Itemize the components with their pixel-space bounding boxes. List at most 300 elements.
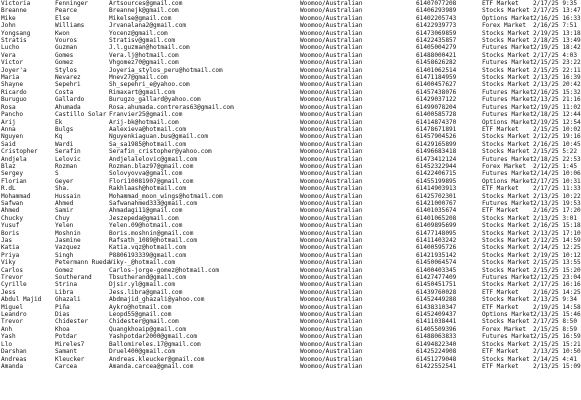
- location-cell: Woomoo/Australian: [300, 29, 363, 37]
- table-row: [0, 288, 581, 296]
- market-cell: ETF Market: [482, 0, 519, 7]
- last-name-cell: Ahmed: [55, 199, 74, 207]
- location-cell: Woomoo/Australian: [300, 237, 363, 244]
- location-cell: Woomoo/Australian: [300, 199, 363, 207]
- table-row: [0, 355, 578, 363]
- first-name-cell: Sergey: [1, 170, 24, 178]
- table-row: [0, 199, 581, 207]
- timestamp-cell: 2/19/25 12:54: [533, 118, 581, 126]
- email-cell: Rakhlaash@hotmail.com: [109, 185, 187, 193]
- phone-cell: 61401062514: [416, 66, 457, 74]
- table-row: [0, 118, 581, 126]
- last-name-cell: Fenninger: [55, 0, 89, 7]
- market-cell: Futures Market: [482, 111, 534, 119]
- last-name-cell: Else: [55, 14, 70, 22]
- timestamp-cell: 2/14/25 4:41: [533, 355, 578, 363]
- email-cell: Viky-_@hotmail.com: [109, 259, 176, 267]
- table-row: [0, 318, 578, 326]
- market-cell: Futures Market: [482, 96, 534, 104]
- first-name-cell: Pancho: [1, 111, 24, 119]
- email-cell: Mnev27@gmail.com: [109, 74, 168, 82]
- timestamp-cell: 2/13/25 19:53: [533, 199, 581, 207]
- location-cell: Woomoo/Australian: [300, 348, 363, 356]
- location-cell: Woomoo/Australian: [300, 185, 363, 193]
- timestamp-cell: 2/15/25 16:59: [533, 333, 581, 341]
- location-cell: Woomoo/Australian: [300, 162, 363, 170]
- timestamp-cell: 2/12/25 19:16: [533, 133, 581, 141]
- market-cell: Options Market: [482, 177, 534, 185]
- market-cell: Forex Market: [482, 325, 527, 333]
- timestamp-cell: 2/16/25 15:18: [533, 222, 581, 230]
- timestamp-cell: 2/13/25 16:39: [533, 74, 581, 82]
- last-name-cell: Geyer: [55, 177, 74, 185]
- table-row: [0, 281, 581, 289]
- market-cell: Stocks Market: [482, 222, 530, 230]
- timestamp-cell: 2/16/25 17:20: [533, 207, 581, 215]
- timestamp-cell: 2/19/25 13:18: [533, 29, 581, 37]
- email-cell: Flori10081907@gmail.com: [109, 177, 194, 185]
- first-name-cell: Andreas: [1, 355, 27, 363]
- email-cell: Burugzo_gallard@yahoo.com: [109, 96, 201, 104]
- location-cell: Woomoo/Australian: [300, 362, 363, 370]
- table-row: [0, 7, 581, 15]
- email-cell: Arij-bk@hotmail.com: [109, 118, 179, 126]
- table-row: [0, 88, 581, 96]
- first-name-cell: Jess: [1, 288, 16, 296]
- market-cell: Forex Market: [482, 162, 527, 170]
- email-cell: Druel400@gmail.com: [109, 348, 176, 356]
- market-cell: ETF Market: [482, 125, 519, 133]
- email-cell: Safwanahmed333@gmail.com: [109, 199, 198, 207]
- location-cell: Woomoo/Australian: [300, 111, 363, 119]
- market-cell: Stocks Market: [482, 133, 530, 141]
- last-name-cell: Castillo Solar: [55, 111, 107, 119]
- timestamp-cell: 2/18/25 12:44: [533, 111, 581, 119]
- location-cell: Woomoo/Australian: [300, 222, 363, 230]
- table-row: [0, 51, 578, 59]
- market-cell: Options Market: [482, 118, 534, 126]
- first-name-cell: Vera: [1, 51, 16, 59]
- timestamp-cell: 2/14/25 10:06: [533, 170, 581, 178]
- timestamp-cell: 2/13/25 21:16: [533, 96, 581, 104]
- last-name-cell: Kleucker: [55, 355, 85, 363]
- table-row: [0, 229, 581, 237]
- last-name-cell: Serafin: [55, 148, 81, 156]
- location-cell: Woomoo/Australian: [300, 288, 363, 296]
- last-name-cell: Yelen: [55, 222, 74, 230]
- first-name-cell: Leandro: [1, 311, 27, 319]
- last-name-cell: Gallardo: [55, 96, 85, 104]
- market-cell: ETF Market: [482, 362, 519, 370]
- first-name-cell: Anh: [1, 325, 13, 333]
- table-row: [0, 259, 581, 267]
- phone-cell: 61429037122: [416, 96, 457, 104]
- email-cell: Djsir.yl@gmail.com: [109, 281, 176, 289]
- last-name-cell: Rozman: [55, 162, 78, 170]
- location-cell: Woomoo/Australian: [300, 66, 363, 74]
- last-name-cell: Chuy: [55, 214, 70, 222]
- table-row: [0, 14, 581, 22]
- last-name-cell: Potdar: [55, 333, 78, 341]
- market-cell: ETF Market: [482, 348, 519, 356]
- timestamp-cell: 2/15/25 15:21: [533, 340, 581, 348]
- location-cell: Woomoo/Australian: [300, 140, 363, 148]
- first-name-cell: Llo: [1, 340, 13, 348]
- last-name-cell: Lelovic: [55, 155, 81, 163]
- first-name-cell: Andjela: [1, 155, 27, 163]
- first-name-cell: Maria: [1, 74, 20, 82]
- market-cell: Stocks Market: [482, 296, 530, 304]
- timestamp-cell: 2/12/25 1:45: [533, 162, 578, 170]
- first-name-cell: Trevor: [1, 274, 24, 282]
- phone-cell: 61452449288: [416, 296, 457, 304]
- phone-cell: 61405004279: [416, 44, 457, 52]
- timestamp-cell: 2/14/25 12:25: [533, 244, 581, 252]
- first-name-cell: Breanne: [1, 7, 27, 15]
- last-name-cell: Hussain: [55, 192, 81, 200]
- first-name-cell: Arij: [1, 118, 16, 126]
- phone-cell: 61496683418: [416, 148, 457, 156]
- table-row: [0, 303, 581, 311]
- first-name-cell: Trevor: [1, 318, 24, 326]
- market-cell: ETF Market: [482, 207, 519, 215]
- email-cell: Yocenz@gmail.com: [109, 29, 168, 37]
- location-cell: Woomoo/Australian: [300, 333, 363, 341]
- phone-cell: 61427477409: [416, 274, 457, 282]
- email-cell: Yashpotdar2000@gmail.com: [109, 333, 198, 341]
- phone-cell: 61425702301: [416, 192, 457, 200]
- table-row: [0, 237, 581, 244]
- first-name-cell: Blaz: [1, 162, 16, 170]
- phone-cell: 61457438076: [416, 88, 457, 96]
- location-cell: Woomoo/Australian: [300, 22, 363, 30]
- table-row: [0, 66, 581, 74]
- phone-cell: 61402205743: [416, 14, 457, 22]
- phone-cell: 61438310347: [416, 303, 457, 311]
- location-cell: Woomoo/Australian: [300, 59, 363, 67]
- first-name-cell: Mike: [1, 14, 16, 22]
- last-name-cell: Chidester: [55, 318, 89, 326]
- first-name-cell: Chucky: [1, 214, 24, 222]
- market-cell: Stocks Market: [482, 266, 530, 274]
- location-cell: Woomoo/Australian: [300, 118, 363, 126]
- table-row: [0, 125, 581, 133]
- phone-cell: 61407077208: [416, 0, 457, 7]
- first-name-cell: Boris: [1, 229, 20, 237]
- table-row: [0, 362, 581, 370]
- phone-cell: 61405509396: [416, 325, 457, 333]
- market-cell: Stocks Market: [482, 29, 530, 37]
- first-name-cell: Miguel: [1, 303, 24, 311]
- table-row: [0, 148, 578, 156]
- phone-cell: 61494822340: [416, 340, 457, 348]
- table-row: [0, 29, 581, 37]
- market-cell: Futures Market: [482, 333, 534, 341]
- phone-cell: 61414874370: [416, 118, 457, 126]
- phone-cell: 61401035674: [416, 207, 457, 215]
- last-name-cell: Libra: [55, 288, 74, 296]
- last-name-cell: Samir: [55, 207, 74, 215]
- phone-cell: 61450451751: [416, 281, 457, 289]
- timestamp-cell: 2/19/25 18:42: [533, 44, 581, 52]
- phone-cell: 61421935142: [416, 251, 457, 259]
- phone-cell: 61400403345: [416, 266, 457, 274]
- table-row: [0, 185, 581, 193]
- timestamp-cell: 2/17/25 8:50: [533, 318, 578, 326]
- first-name-cell: Lucho: [1, 44, 20, 52]
- table-row: [0, 22, 578, 30]
- email-cell: P8806193339@gmail.com: [109, 251, 187, 259]
- location-cell: Woomoo/Australian: [300, 148, 363, 156]
- last-name-cell: Moshnin: [55, 229, 81, 237]
- location-cell: Woomoo/Australian: [300, 177, 363, 185]
- email-cell: Aykro@hotmail.com: [109, 303, 172, 311]
- first-name-cell: Darshan: [1, 348, 27, 356]
- timestamp-cell: 2/15/25 22:11: [533, 66, 581, 74]
- email-cell: Vera.lj@hotmail.com: [109, 51, 179, 59]
- phone-cell: 61455199895: [416, 177, 457, 185]
- phone-cell: 61488000421: [416, 51, 457, 59]
- email-cell: Vhgomez70@gmail.com: [109, 59, 179, 67]
- location-cell: Woomoo/Australian: [300, 281, 363, 289]
- table-row: [0, 155, 581, 163]
- email-cell: Chidester@gmail.com: [109, 318, 179, 326]
- location-cell: Woomoo/Australian: [300, 170, 363, 178]
- email-cell: Boris.moshnin@gmail.com: [109, 229, 194, 237]
- email-cell: Tbsutherand@gmail.com: [109, 274, 187, 282]
- email-cell: Yelen.09@hotmail.com: [109, 222, 183, 230]
- market-cell: Stocks Market: [482, 74, 530, 82]
- timestamp-cell: 2/16/25 14:25: [533, 288, 581, 296]
- phone-cell: 61400457627: [416, 81, 457, 89]
- first-name-cell: Amanda: [1, 362, 24, 370]
- market-cell: Stocks Market: [482, 66, 530, 74]
- phone-cell: 61499078204: [416, 103, 457, 111]
- first-name-cell: Viky: [1, 259, 16, 267]
- phone-cell: 61425224908: [416, 348, 457, 356]
- last-name-cell: Williams: [55, 22, 85, 30]
- location-cell: Woomoo/Australian: [300, 274, 363, 282]
- first-name-cell: Victoria: [1, 0, 31, 7]
- market-cell: Stocks Market: [482, 355, 530, 363]
- location-cell: Woomoo/Australian: [300, 311, 363, 319]
- timestamp-cell: 2/16/25 15:32: [533, 88, 581, 96]
- email-cell: Jess.libra@gmail.com: [109, 288, 183, 296]
- location-cell: Woomoo/Australian: [300, 133, 363, 141]
- first-name-cell: Buruguo: [1, 96, 27, 104]
- location-cell: Woomoo/Australian: [300, 259, 363, 267]
- timestamp-cell: 2/19/25 11:02: [533, 103, 581, 111]
- email-cell: Artsources@gmail.com: [109, 0, 183, 7]
- timestamp-cell: 2/13/25 17:10: [533, 229, 581, 237]
- email-cell: Rafsath_1089@hotmail.com: [109, 237, 198, 244]
- phone-cell: 61409895699: [416, 222, 457, 230]
- timestamp-cell: 2/15/25 10:02: [533, 125, 581, 133]
- timestamp-cell: 2/13/25 15:09: [533, 362, 581, 370]
- market-cell: ETF Market: [482, 288, 519, 296]
- phone-cell: 61452322944: [416, 162, 457, 170]
- timestamp-cell: 2/16/25 10:45: [533, 140, 581, 148]
- email-cell: Mikelse@gmail.com: [109, 14, 172, 22]
- market-cell: Stocks Market: [482, 81, 530, 89]
- email-cell: Rosa.ahumada.contreras63@gmail.com: [109, 103, 234, 111]
- market-cell: Options Market: [482, 14, 534, 22]
- table-row: [0, 311, 581, 319]
- table-row: [0, 96, 581, 104]
- last-name-cell: Singh: [55, 251, 74, 259]
- table-row: [0, 207, 581, 215]
- email-cell: Jeszepeda@gmail.com: [109, 214, 179, 222]
- phone-cell: 61450064574: [416, 259, 457, 267]
- location-cell: Woomoo/Australian: [300, 103, 363, 111]
- market-cell: Futures Market: [482, 155, 534, 163]
- last-name-cell: Piña: [55, 303, 70, 311]
- timestamp-cell: 2/13/25 10:50: [533, 348, 581, 356]
- market-cell: Stocks Market: [482, 37, 530, 45]
- phone-cell: 61400585728: [416, 111, 457, 119]
- last-name-cell: Mireles7: [55, 340, 85, 348]
- email-cell: Rimaxart@gmail.com: [109, 88, 176, 96]
- market-cell: Stocks Market: [482, 281, 530, 289]
- market-cell: Stocks Market: [482, 192, 530, 200]
- last-name-cell: Ahumada: [55, 103, 81, 111]
- timestamp-cell: 2/17/25 10:31: [533, 177, 581, 185]
- location-cell: Woomoo/Australian: [300, 96, 363, 104]
- phone-cell: 61414903913: [416, 185, 457, 193]
- last-name-cell: Kwon: [55, 29, 70, 37]
- email-cell: Mohammad_moon_wings@hotmail.com: [109, 192, 223, 200]
- first-name-cell: Shayne: [1, 81, 24, 89]
- timestamp-cell: 2/17/25 11:33: [533, 185, 581, 193]
- phone-cell: 61473069859: [416, 29, 457, 37]
- first-name-cell: Rosa: [1, 103, 16, 111]
- market-cell: Futures Market: [482, 199, 534, 207]
- timestamp-cell: 2/15/25 13:55: [533, 259, 581, 267]
- last-name-cell: Bulgs: [55, 125, 74, 133]
- timestamp-cell: 2/16/25 16:33: [533, 14, 581, 22]
- table-row: [0, 333, 581, 341]
- market-cell: Stocks Market: [482, 259, 530, 267]
- table-row: [0, 103, 581, 111]
- phone-cell: 61422406715: [416, 170, 457, 178]
- last-name-cell: Samant: [55, 348, 78, 356]
- phone-cell: 61400595726: [416, 244, 457, 252]
- location-cell: Woomoo/Australian: [300, 340, 363, 348]
- table-row: [0, 170, 581, 178]
- timestamp-cell: 2/17/25 9:35: [533, 0, 578, 7]
- table-row: [0, 133, 581, 141]
- last-name-cell: Sha.: [55, 185, 70, 193]
- location-cell: Woomoo/Australian: [300, 155, 363, 163]
- table-row: [0, 222, 581, 230]
- market-cell: Forex Market: [482, 22, 527, 30]
- phone-cell: 61457904526: [416, 133, 457, 141]
- phone-cell: 61401065208: [416, 214, 457, 222]
- timestamp-cell: 2/13/25 9:34: [533, 296, 578, 304]
- last-name-cell: Pearce: [55, 7, 78, 15]
- table-row: [0, 274, 581, 282]
- last-name-cell: Vouros: [55, 37, 78, 45]
- email-cell: Andreas.kleucker@gmail.com: [109, 355, 205, 363]
- location-cell: Woomoo/Australian: [300, 318, 363, 326]
- first-name-cell: Safwan: [1, 199, 24, 207]
- table-row: [0, 74, 581, 82]
- first-name-cell: Yongsang: [1, 29, 31, 37]
- email-cell: Katia.vqz@hotmail.com: [109, 244, 187, 252]
- phone-cell: 61488063833: [416, 333, 457, 341]
- location-cell: Woomoo/Australian: [300, 229, 363, 237]
- last-name-cell: Dias: [55, 311, 70, 319]
- phone-cell: 61471184959: [416, 74, 457, 82]
- location-cell: Woomoo/Australian: [300, 303, 363, 311]
- market-cell: Stocks Market: [482, 148, 530, 156]
- phone-cell: 61478671891: [416, 125, 457, 133]
- email-cell: Jrvanalana2@gmail.com: [109, 22, 187, 30]
- location-cell: Woomoo/Australian: [300, 251, 363, 259]
- timestamp-cell: 2/13/25 10:22: [533, 192, 581, 200]
- table-row: [0, 348, 581, 356]
- table-row: [0, 296, 578, 304]
- last-name-cell: Strina: [55, 281, 78, 289]
- location-cell: Woomoo/Australian: [300, 14, 363, 22]
- table-row: [0, 214, 578, 222]
- market-cell: Stocks Market: [482, 140, 530, 148]
- timestamp-cell: 2/15/25 8:59: [533, 325, 578, 333]
- table-row: [0, 44, 581, 52]
- timestamp-cell: 2/12/25 14:59: [533, 237, 581, 244]
- timestamp-cell: 2/15/25 23:22: [533, 59, 581, 67]
- last-name-cell: Khoa: [55, 325, 70, 333]
- first-name-cell: John: [1, 22, 16, 30]
- location-cell: Woomoo/Australian: [300, 244, 363, 252]
- last-name-cell: Sepehri: [55, 81, 81, 89]
- table-row: [0, 162, 578, 170]
- email-cell: Nguyenkiaguan.bus@gmail.com: [109, 133, 209, 141]
- location-cell: Woomoo/Australian: [300, 0, 363, 7]
- location-cell: Woomoo/Australian: [300, 266, 363, 274]
- market-cell: Stocks Market: [482, 7, 530, 15]
- location-cell: Woomoo/Australian: [300, 88, 363, 96]
- table-row: [0, 192, 581, 200]
- first-name-cell: Abdul Majid: [1, 296, 42, 304]
- phone-cell: 61458626282: [416, 59, 457, 67]
- last-name-cell: Ek: [55, 118, 63, 126]
- market-cell: ETF Market: [482, 303, 519, 311]
- phone-cell: 61429165899: [416, 140, 457, 148]
- email-cell: Sh_sepehri_e@yahoo.com: [109, 81, 190, 89]
- last-name-cell: Carcea: [55, 362, 78, 370]
- first-name-cell: Priya: [1, 251, 20, 259]
- last-name-cell: Jasmine: [55, 237, 81, 244]
- market-cell: Futures Market: [482, 170, 534, 178]
- phone-cell: 61473412124: [416, 155, 457, 163]
- last-name-cell: Southerand: [55, 274, 92, 282]
- last-name-cell: Nevarez: [55, 74, 81, 82]
- location-cell: Woomoo/Australian: [300, 7, 363, 15]
- market-cell: ETF Market: [482, 185, 519, 193]
- location-cell: Woomoo/Australian: [300, 51, 363, 59]
- timestamp-cell: 2/12/25 23:04: [533, 274, 581, 282]
- first-name-cell: Yusuf: [1, 222, 20, 230]
- market-cell: Stocks Market: [482, 214, 530, 222]
- market-cell: Futures Market: [482, 103, 534, 111]
- email-cell: Carlos-jorge-gomez@hotmail.com: [109, 266, 220, 274]
- first-name-cell: Katia: [1, 244, 20, 252]
- market-cell: Stocks Market: [482, 244, 530, 252]
- first-name-cell: Victor: [1, 59, 24, 67]
- timestamp-cell: 2/18/25 22:53: [533, 155, 581, 163]
- table-row: [0, 81, 581, 89]
